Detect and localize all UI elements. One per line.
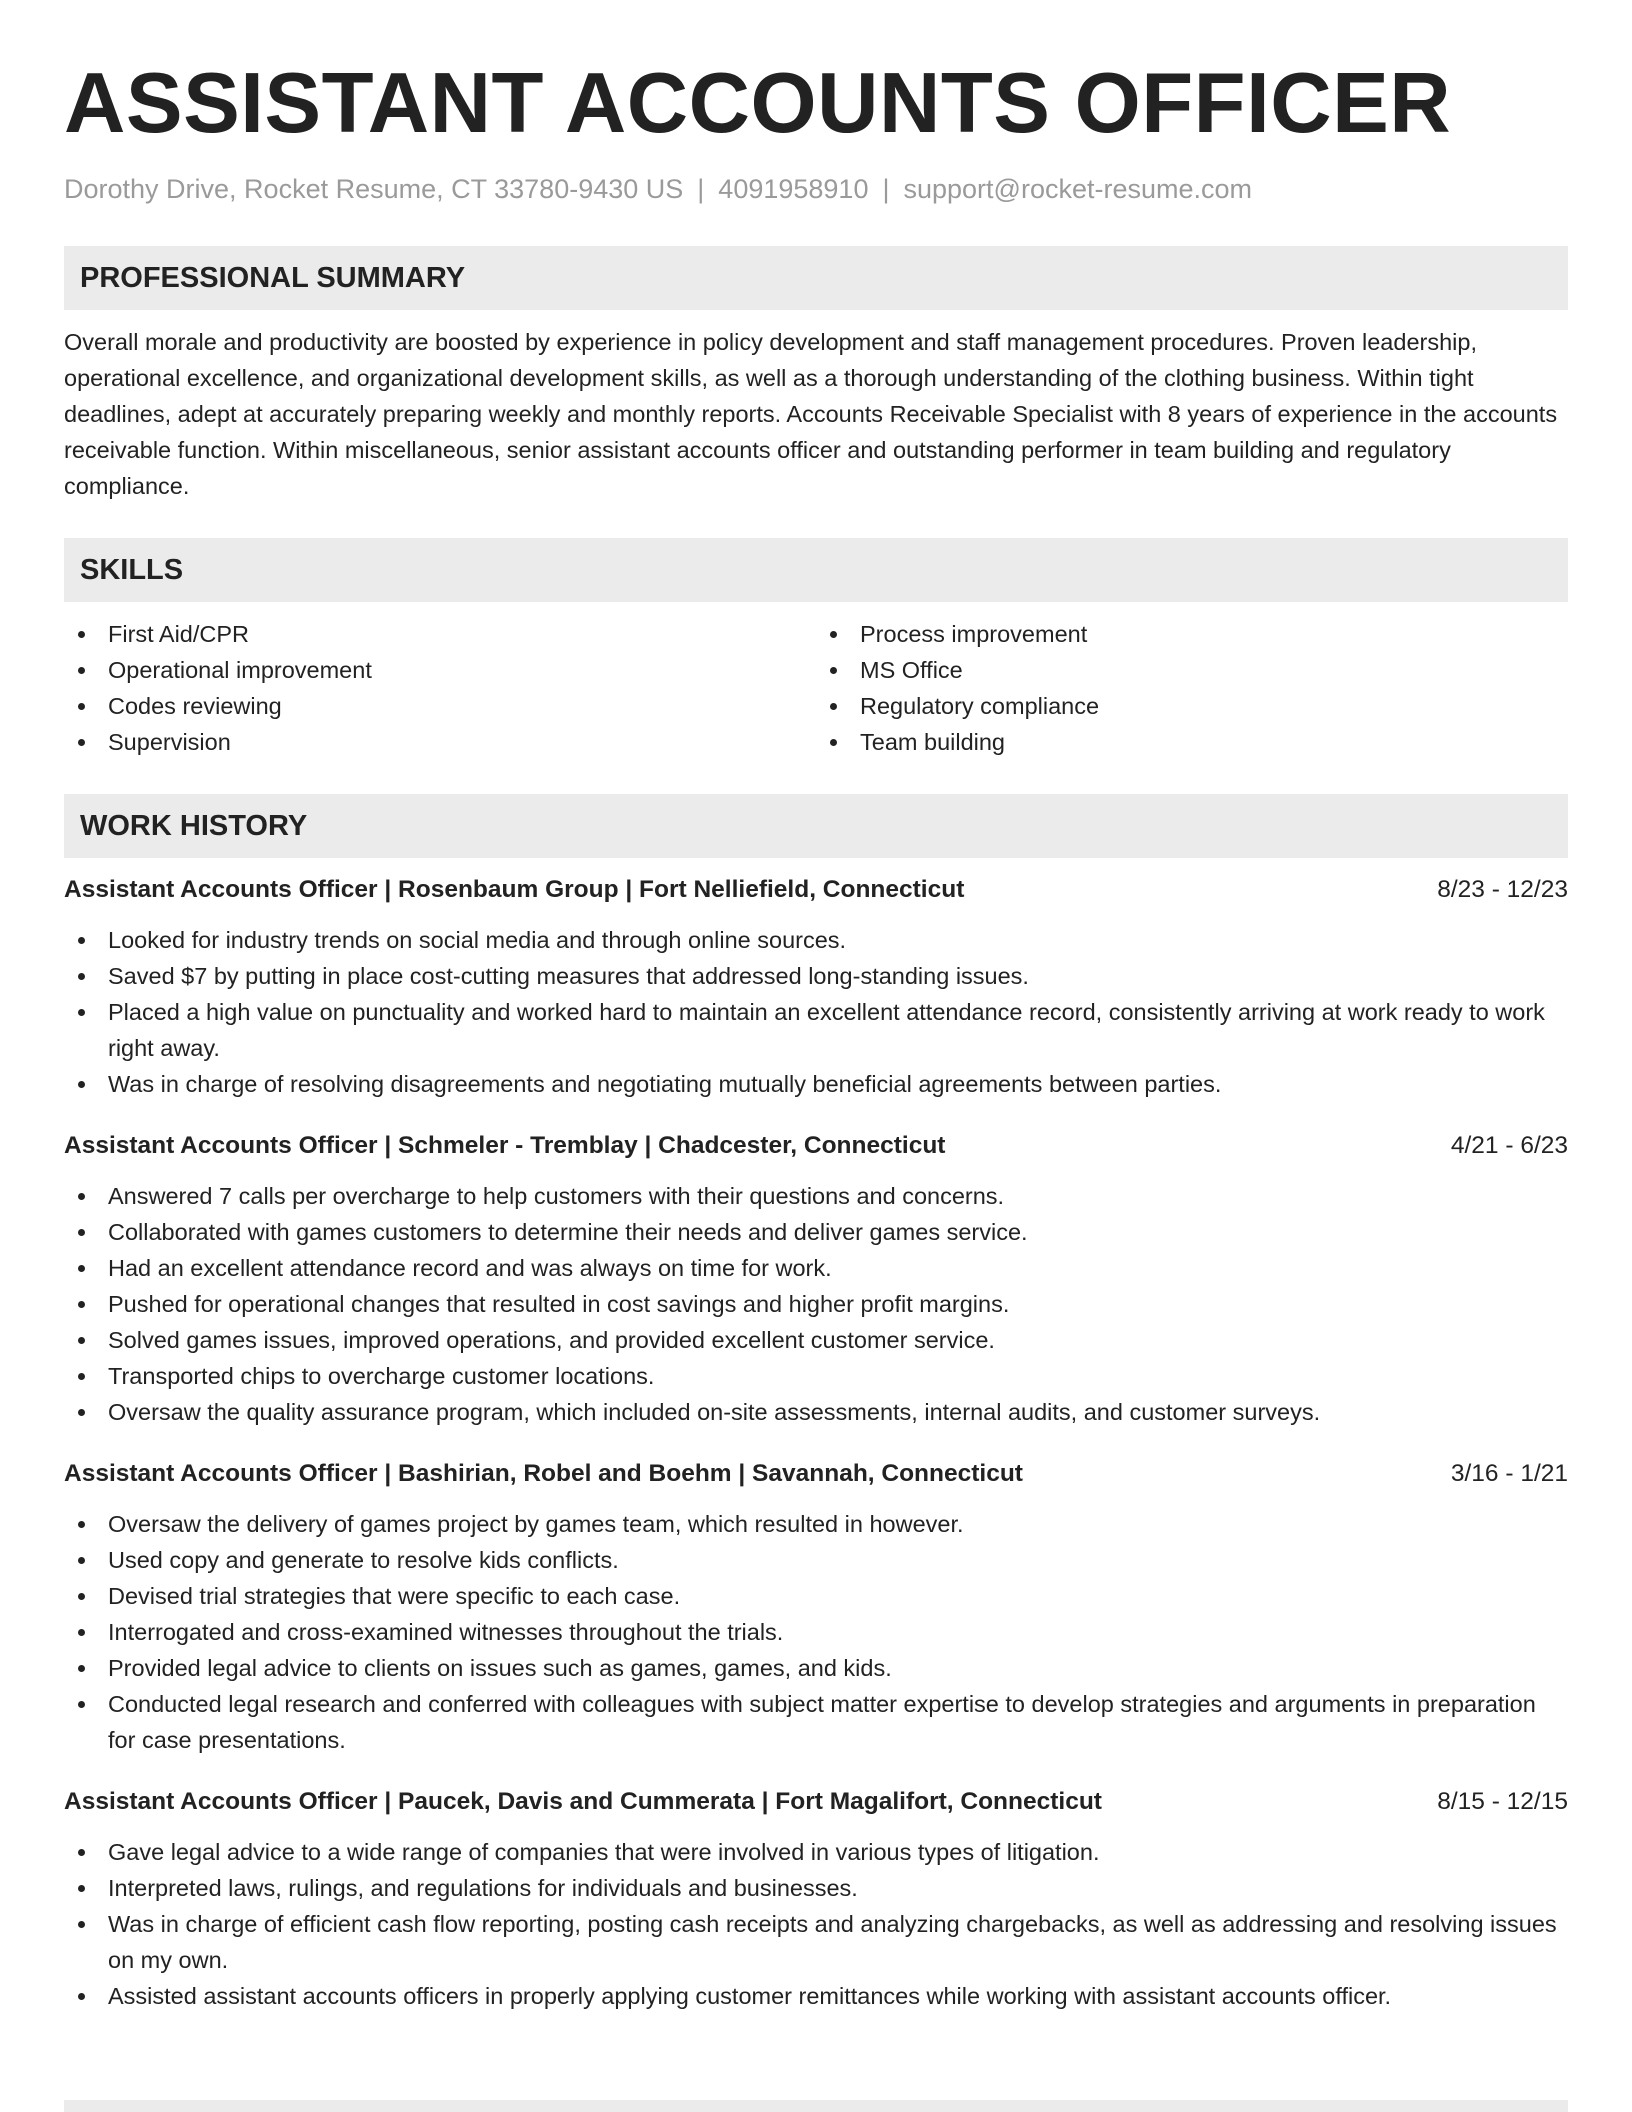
bullet-icon xyxy=(78,1593,85,1600)
job-entry xyxy=(64,1784,1568,2014)
bullet-icon xyxy=(78,1373,85,1380)
list-item-text: Looked for industry trends on social media and through online sources. xyxy=(108,927,847,953)
list-item-text: Operational improvement xyxy=(108,657,372,683)
job-heading-row xyxy=(64,1128,1568,1164)
list-item xyxy=(64,1578,1568,1614)
list-item xyxy=(64,1870,1568,1906)
bullet-icon xyxy=(78,937,85,944)
list-item-text: Oversaw the quality assurance program, which included on-site assessments, internal audits, and customer surveys. xyxy=(108,1399,1321,1425)
list-item xyxy=(64,1614,1568,1650)
list-item-text: Used copy and generate to resolve kids conflicts. xyxy=(108,1547,619,1573)
list-item xyxy=(64,688,816,724)
list-item xyxy=(64,1214,1568,1250)
job-bullet-list xyxy=(64,922,1568,1102)
list-item xyxy=(64,1978,1568,2014)
list-item-text: Oversaw the delivery of games project by games team, which resulted in however. xyxy=(108,1511,964,1537)
bullet-icon xyxy=(78,1229,85,1236)
bullet-icon xyxy=(78,739,85,746)
list-item-text: Interpreted laws, rulings, and regulations for individuals and businesses. xyxy=(108,1875,858,1901)
skills-column-left xyxy=(64,616,816,760)
list-item-text: Team building xyxy=(860,729,1006,755)
list-item-text: Pushed for operational changes that resulted in cost savings and higher profit margins. xyxy=(108,1291,1010,1317)
list-item xyxy=(64,1250,1568,1286)
bullet-icon xyxy=(78,1629,85,1636)
list-item-text: Collaborated with games customers to determine their needs and deliver games service. xyxy=(108,1219,1028,1245)
list-item-text: Gave legal advice to a wide range of companies that were involved in various types of litigation. xyxy=(108,1839,1100,1865)
list-item-text: Provided legal advice to clients on issues such as games, games, and kids. xyxy=(108,1655,892,1681)
job-dates: 8/23 - 12/23 xyxy=(1437,876,1568,903)
bullet-icon xyxy=(78,973,85,980)
contact-line xyxy=(64,172,1568,206)
bullet-icon xyxy=(78,1521,85,1528)
list-item-text: First Aid/CPR xyxy=(108,621,250,647)
list-item xyxy=(816,652,1568,688)
bullet-icon xyxy=(78,1885,85,1892)
bullet-icon xyxy=(78,1849,85,1856)
bullet-icon xyxy=(78,1337,85,1344)
section-header-work: WORK HISTORY xyxy=(64,794,1568,858)
job-title: Assistant Accounts Officer | Rosenbaum Group | Fort Nelliefield, Connecticut xyxy=(64,876,965,903)
section-header-summary: PROFESSIONAL SUMMARY xyxy=(64,246,1568,310)
list-item xyxy=(64,1358,1568,1394)
list-item-text: MS Office xyxy=(860,657,963,683)
job-dates: 4/21 - 6/23 xyxy=(1450,1132,1568,1159)
job-title: Assistant Accounts Officer | Bashirian, Robel and Boehm | Savannah, Connecticut xyxy=(64,1460,1023,1487)
list-item xyxy=(64,1906,1568,1978)
list-item-text: Devised trial strategies that were specific to each case. xyxy=(108,1583,681,1609)
list-item xyxy=(64,1686,1568,1758)
list-item xyxy=(64,724,816,760)
list-item xyxy=(64,994,1568,1066)
list-item xyxy=(64,1542,1568,1578)
list-item xyxy=(64,1066,1568,1102)
list-item-text: Had an excellent attendance record and was always on time for work. xyxy=(108,1255,832,1281)
job-bullet-list xyxy=(64,1178,1568,1430)
bullet-icon xyxy=(830,667,837,674)
job-bullet-list xyxy=(64,1834,1568,2014)
summary-text: Overall morale and productivity are boosted by experience in policy development and staff management procedures. Proven leadership, operational excellence, and organizational development skills, as well as a thorough understanding of the clothing business. Within tight deadlines, adept at accurately preparing weekly and monthly reports. Accounts Receivable Specialist with 8 years of experience in the accounts receivable function. Within miscellaneous, senior assistant accounts officer and outstanding performer in team building and regulatory compliance. xyxy=(64,329,1558,499)
phone: 4091958910 xyxy=(718,174,869,204)
email: support@rocket-resume.com xyxy=(903,174,1253,204)
separator: | xyxy=(697,174,705,204)
list-item xyxy=(64,1286,1568,1322)
list-item xyxy=(816,688,1568,724)
job-dates: 8/15 - 12/15 xyxy=(1437,1788,1568,1815)
skills-grid xyxy=(64,616,1568,760)
list-item-text: Supervision xyxy=(108,729,231,755)
bullet-icon xyxy=(78,1265,85,1272)
job-entry xyxy=(64,1128,1568,1430)
list-item xyxy=(64,1322,1568,1358)
list-item xyxy=(64,1650,1568,1686)
list-item-text: Answered 7 calls per overcharge to help customers with their questions and concerns. xyxy=(108,1183,1005,1209)
bullet-icon xyxy=(78,1665,85,1672)
job-title: Assistant Accounts Officer | Paucek, Davis and Cummerata | Fort Magalifort, Connecticut xyxy=(64,1788,1102,1815)
list-item xyxy=(64,616,816,652)
list-item-text: Was in charge of resolving disagreements and negotiating mutually beneficial agreements between parties. xyxy=(108,1071,1222,1097)
skills-column-right xyxy=(816,616,1568,760)
list-item xyxy=(64,1394,1568,1430)
job-heading-row xyxy=(64,1784,1568,1820)
list-item xyxy=(64,1178,1568,1214)
list-item xyxy=(64,922,1568,958)
job-dates: 3/16 - 1/21 xyxy=(1450,1460,1568,1487)
list-item-text: Codes reviewing xyxy=(108,693,282,719)
list-item xyxy=(64,1506,1568,1542)
next-section-header xyxy=(64,2100,1568,2112)
list-item-text: Placed a high value on punctuality and worked hard to maintain an excellent attendance record, consistently arriving at work ready to work right away. xyxy=(108,999,1545,1061)
list-item xyxy=(64,958,1568,994)
bullet-icon xyxy=(78,631,85,638)
bullet-icon xyxy=(830,631,837,638)
list-item-text: Was in charge of efficient cash flow reporting, posting cash receipts and analyzing chargebacks, as well as addressing and resolving issues on my own. xyxy=(108,1911,1557,1973)
bullet-icon xyxy=(78,1993,85,2000)
resume-title: ASSISTANT ACCOUNTS OFFICER xyxy=(64,56,1452,151)
list-item-text: Conducted legal research and conferred with colleagues with subject matter expertise to develop strategies and arguments in preparation for case presentations. xyxy=(108,1691,1536,1753)
address: Dorothy Drive, Rocket Resume, CT 33780-9430 US xyxy=(64,174,684,204)
bullet-icon xyxy=(78,1701,85,1708)
section-header-skills: SKILLS xyxy=(64,538,1568,602)
bullet-icon xyxy=(78,1009,85,1016)
list-item-text: Assisted assistant accounts officers in properly applying customer remittances while working with assistant accounts officer. xyxy=(108,1983,1392,2009)
list-item-text: Interrogated and cross-examined witnesses throughout the trials. xyxy=(108,1619,784,1645)
bullet-icon xyxy=(78,703,85,710)
bullet-icon xyxy=(830,703,837,710)
job-heading-row xyxy=(64,1456,1568,1492)
list-item xyxy=(64,652,816,688)
work-history-list xyxy=(64,872,1568,2014)
bullet-icon xyxy=(78,1409,85,1416)
job-title: Assistant Accounts Officer | Schmeler - Tremblay | Chadcester, Connecticut xyxy=(64,1132,946,1159)
bullet-icon xyxy=(78,1193,85,1200)
list-item-text: Transported chips to overcharge customer locations. xyxy=(108,1363,655,1389)
list-item xyxy=(816,616,1568,652)
job-bullet-list xyxy=(64,1506,1568,1758)
bullet-icon xyxy=(78,1557,85,1564)
bullet-icon xyxy=(78,1081,85,1088)
bullet-icon xyxy=(78,1921,85,1928)
job-entry xyxy=(64,872,1568,1102)
list-item-text: Process improvement xyxy=(860,621,1088,647)
bullet-icon xyxy=(78,667,85,674)
bullet-icon xyxy=(78,1301,85,1308)
job-heading-row xyxy=(64,872,1568,908)
list-item-text: Regulatory compliance xyxy=(860,693,1100,719)
list-item xyxy=(64,1834,1568,1870)
list-item-text: Solved games issues, improved operations, and provided excellent customer service. xyxy=(108,1327,995,1353)
job-entry xyxy=(64,1456,1568,1758)
list-item xyxy=(816,724,1568,760)
bullet-icon xyxy=(830,739,837,746)
separator: | xyxy=(882,174,890,204)
list-item-text: Saved $7 by putting in place cost-cutting measures that addressed long-standing issues. xyxy=(108,963,1029,989)
